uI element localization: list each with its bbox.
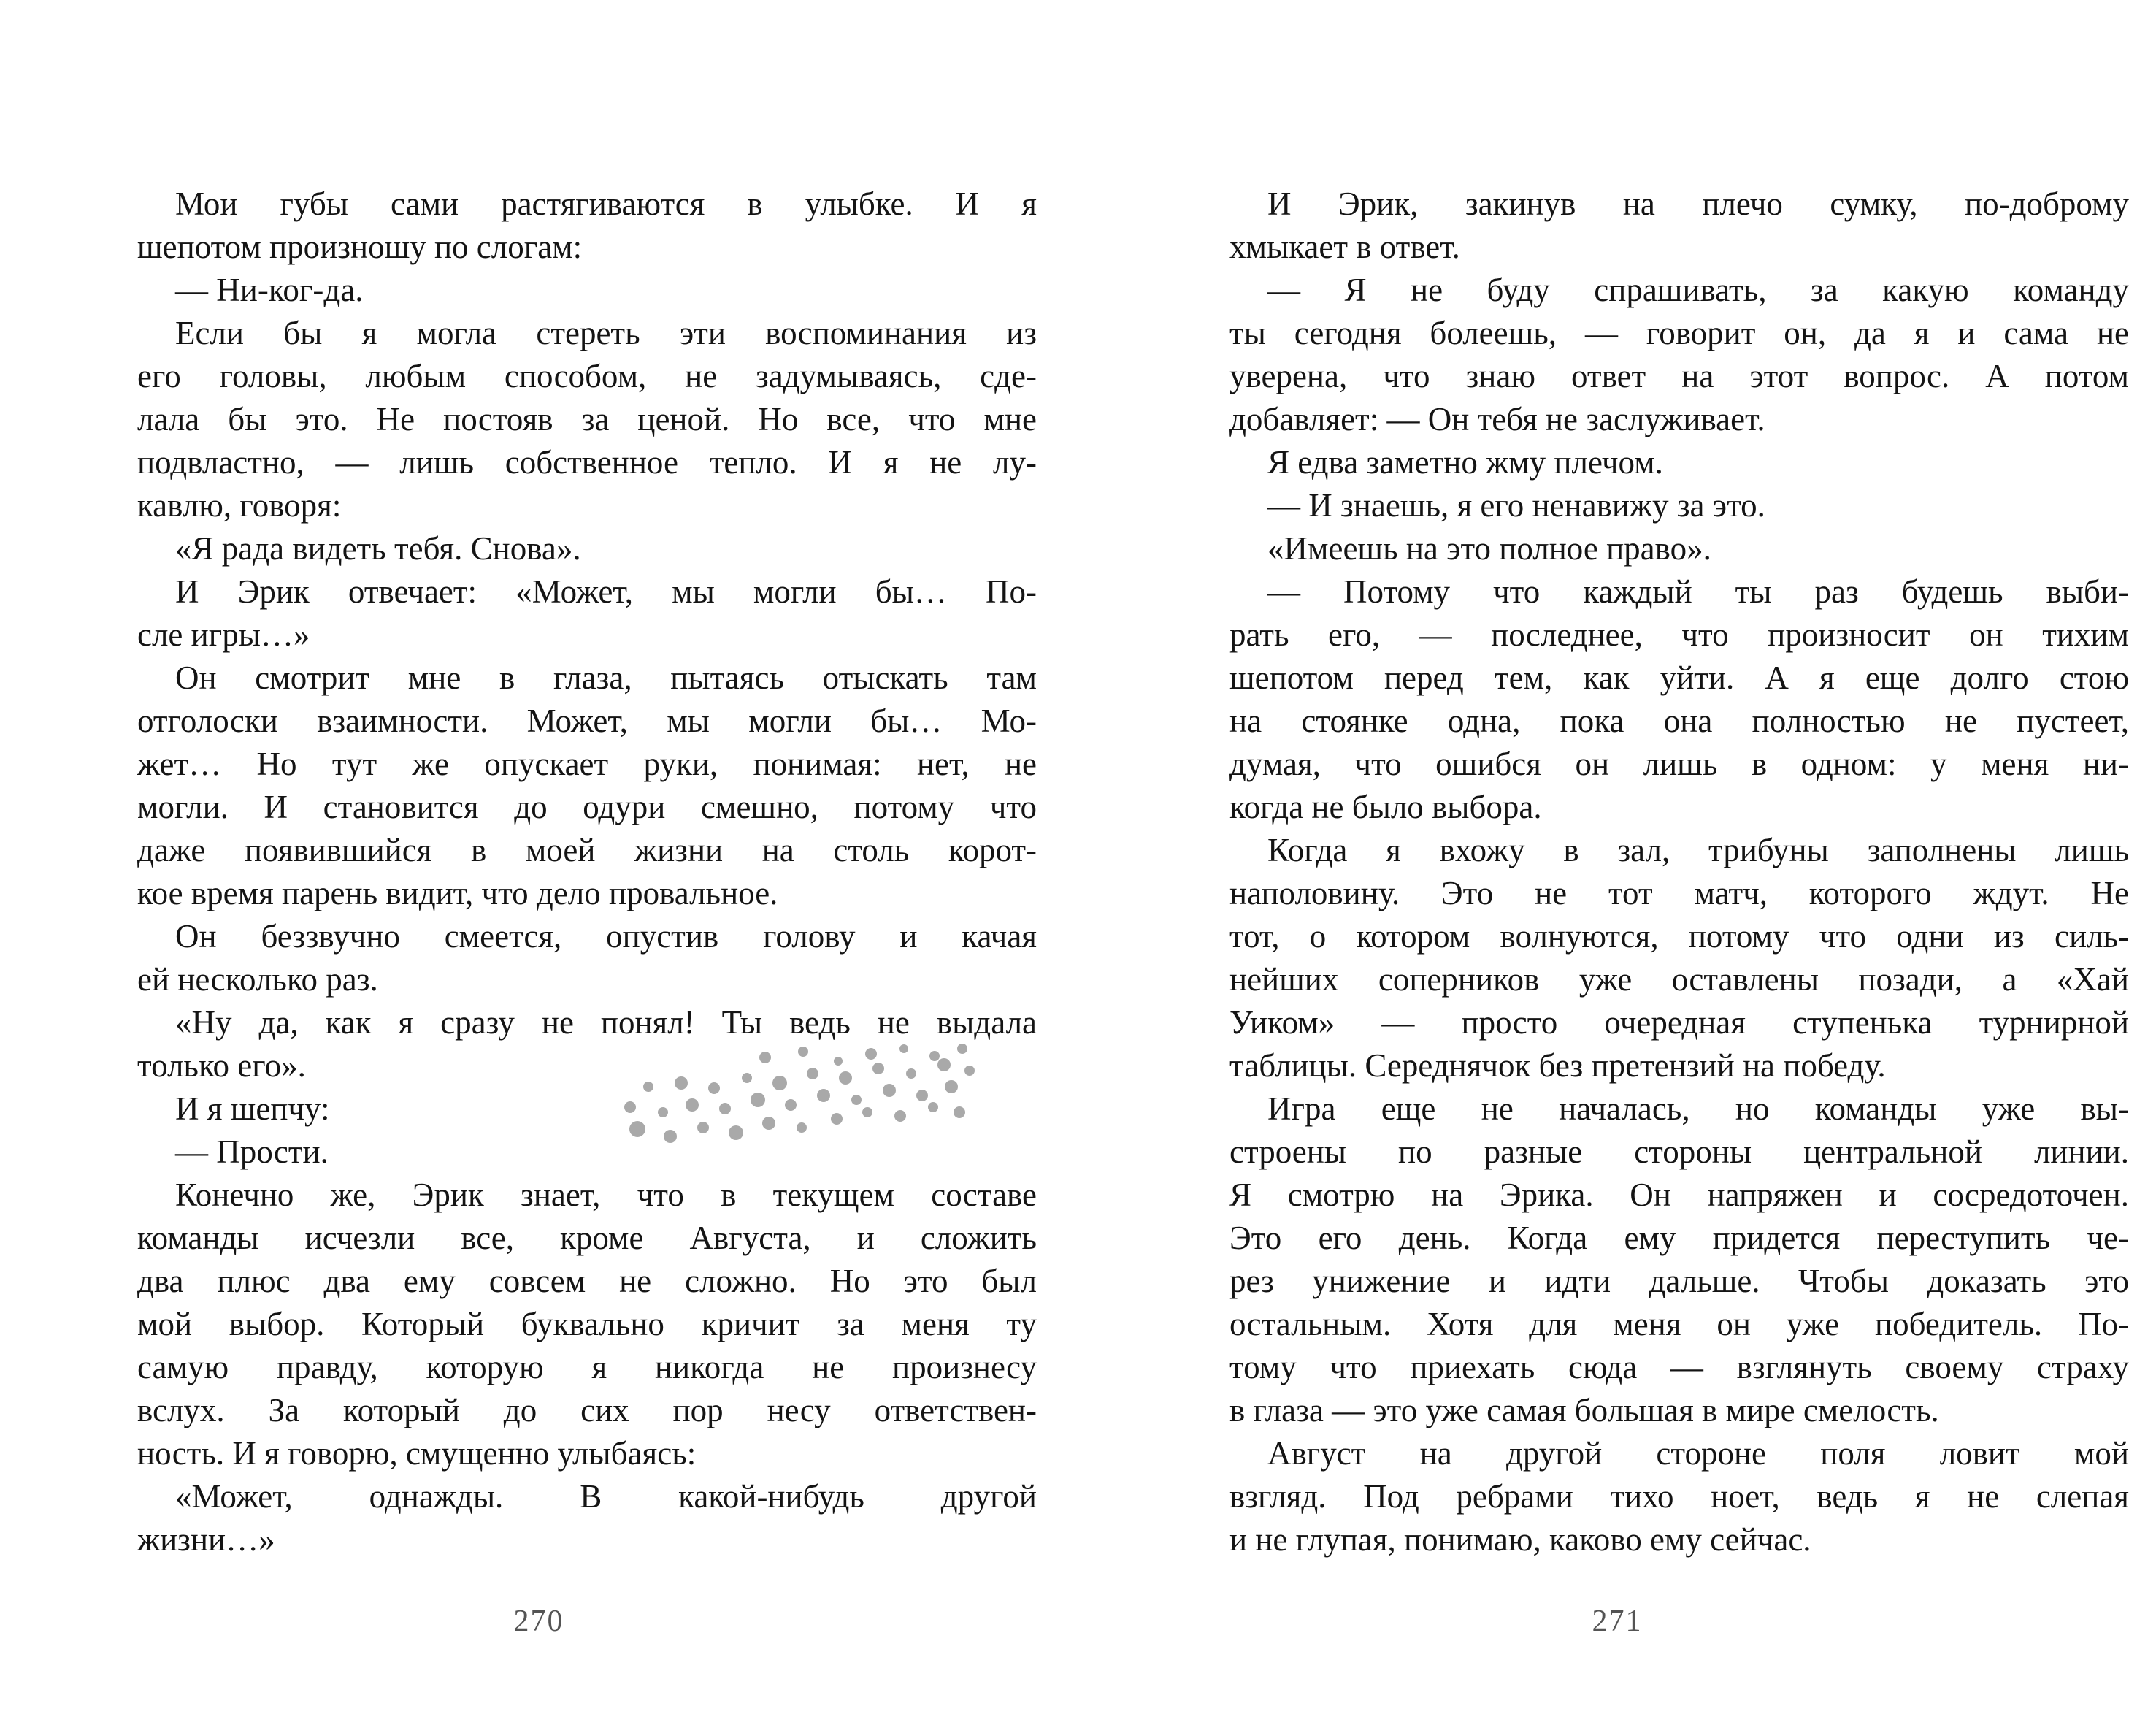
text-line: рать его, — последнее, что произносит он тихим (1229, 616, 2129, 653)
text-line: уверена, что знаю ответ на этот вопрос. А потом (1229, 358, 2129, 394)
text-line: даже появившийся в моей жизни на столь корот- (137, 832, 1037, 868)
text-line: взгляд. Под ребрами тихо ноет, ведь я не слепая (1229, 1478, 2129, 1515)
text-line: И Эрик, закинув на плечо сумку, по-доброму (1267, 185, 2129, 222)
text-line: Уиком» — просто очередная ступенька турнирной (1229, 1004, 2129, 1041)
text-line: отголоски взаимности. Может, мы могли бы… Мо- (137, 703, 1037, 739)
text-line: только его». (137, 1047, 306, 1084)
text-line: «Ну да, как я сразу не понял! Ты ведь не выдала (175, 1004, 1037, 1041)
text-line: его головы, любым способом, не задумываясь, сде- (137, 358, 1037, 394)
text-line: команды исчезли все, кроме Августа, и сложить (137, 1220, 1037, 1256)
text-line: таблицы. Середнячок без претензий на победу. (1229, 1047, 1886, 1084)
page-right (1078, 0, 2156, 1725)
page-left-text (137, 183, 1037, 1561)
text-line: шепотом перед тем, как уйти. А я еще долго стою (1229, 659, 2129, 696)
text-line: Я едва заметно жму плечом. (1267, 444, 1663, 481)
text-line: и не глупая, понимаю, каково ему сейчас. (1229, 1521, 1811, 1558)
text-line: тому что приехать сюда — взглянуть своему страху (1229, 1349, 2129, 1385)
text-line: лала бы это. Не постояв за ценой. Но все, что мне (137, 401, 1037, 437)
text-line: думая, что ошибся он лишь в одном: у меня ни- (1229, 746, 2129, 782)
text-line: кавлю, говоря: (137, 487, 342, 524)
text-line: в глаза — это уже самая большая в мире смелость. (1229, 1392, 1939, 1428)
text-line: Когда я вхожу в зал, трибуны заполнены лишь (1267, 832, 2129, 868)
text-line: «Имеешь на это полное право». (1267, 530, 1711, 567)
text-line: Мои губы сами растягиваются в улыбке. И я (175, 185, 1037, 222)
text-line: «Может, однажды. В какой-нибудь другой (175, 1478, 1037, 1515)
text-line: мой выбор. Который буквально кричит за меня ту (137, 1306, 1037, 1342)
text-line: добавляет: — Он тебя не заслуживает. (1229, 401, 1765, 437)
text-line: рез унижение и идти дальше. Чтобы доказать это (1229, 1263, 2129, 1299)
text-line: самую правду, которую я никогда не произнесу (137, 1349, 1037, 1385)
text-line: — Я не буду спрашивать, за какую команду (1267, 272, 2129, 308)
text-line: — Ни-ког-да. (175, 272, 364, 308)
text-line: наполовину. Это не тот матч, которого ждут. Не (1229, 875, 2129, 911)
text-line: И Эрик отвечает: «Может, мы могли бы… По- (175, 573, 1037, 610)
text-line: ты сегодня болеешь, — говорит он, да я и сама не (1229, 315, 2129, 351)
text-line: И я шепчу: (175, 1090, 330, 1127)
text-line: Я смотрю на Эрика. Он напряжен и сосредоточен. (1229, 1177, 2129, 1213)
text-line: «Я рада видеть тебя. Снова». (175, 530, 581, 567)
text-line: ность. И я говорю, смущенно улыбаясь: (137, 1435, 697, 1472)
text-line: жизни…» (137, 1521, 275, 1558)
text-line: кое время парень видит, что дело провальное. (137, 875, 778, 911)
text-line: Если бы я могла стереть эти воспоминания из (175, 315, 1037, 351)
text-line: ей несколько раз. (137, 961, 378, 998)
text-line: два плюс два ему совсем не сложно. Но это был (137, 1263, 1037, 1299)
text-line: шепотом произношу по слогам: (137, 229, 583, 265)
text-line: Он смотрит мне в глаза, пытаясь отыскать там (175, 659, 1037, 696)
text-line: сле игры…» (137, 616, 310, 653)
text-line: — Прости. (175, 1133, 329, 1170)
text-line: — И знаешь, я его ненавижу за это. (1267, 487, 1765, 524)
text-line: нейших соперников уже оставлены позади, а «Хай (1229, 961, 2129, 998)
page-number-left: 270 (513, 1604, 564, 1638)
text-line: строены по разные стороны центральной линии. (1229, 1133, 2129, 1170)
page-number-right: 271 (1592, 1604, 1643, 1638)
text-line: Август на другой стороне поля ловит мой (1267, 1435, 2129, 1472)
text-line: Конечно же, Эрик знает, что в текущем составе (175, 1177, 1037, 1213)
text-line: жет… Но тут же опускает руки, понимая: нет, не (137, 746, 1037, 782)
text-line: когда не было выбора. (1229, 789, 1542, 825)
text-line: остальным. Хотя для меня он уже победитель. По- (1229, 1306, 2129, 1342)
text-line: Игра еще не началась, но команды уже вы- (1267, 1090, 2129, 1127)
text-line: могли. И становится до одури смешно, потому что (137, 789, 1037, 825)
text-line: хмыкает в ответ. (1229, 229, 1460, 265)
text-line: тот, о котором волнуются, потому что одни из силь- (1229, 918, 2129, 955)
text-line: вслух. За который до сих пор несу ответствен- (137, 1392, 1037, 1428)
text-line: подвластно, — лишь собственное тепло. И я не лу- (137, 444, 1037, 481)
page-right-text (1229, 183, 2129, 1561)
spray-dots-decoration (619, 1043, 984, 1145)
text-line: на стоянке одна, пока она полностью не пустеет, (1229, 703, 2129, 739)
text-line: — Потому что каждый ты раз будешь выби- (1267, 573, 2129, 610)
text-line: Он беззвучно смеется, опустив голову и качая (175, 918, 1037, 955)
text-line: Это его день. Когда ему придется переступить че- (1229, 1220, 2129, 1256)
